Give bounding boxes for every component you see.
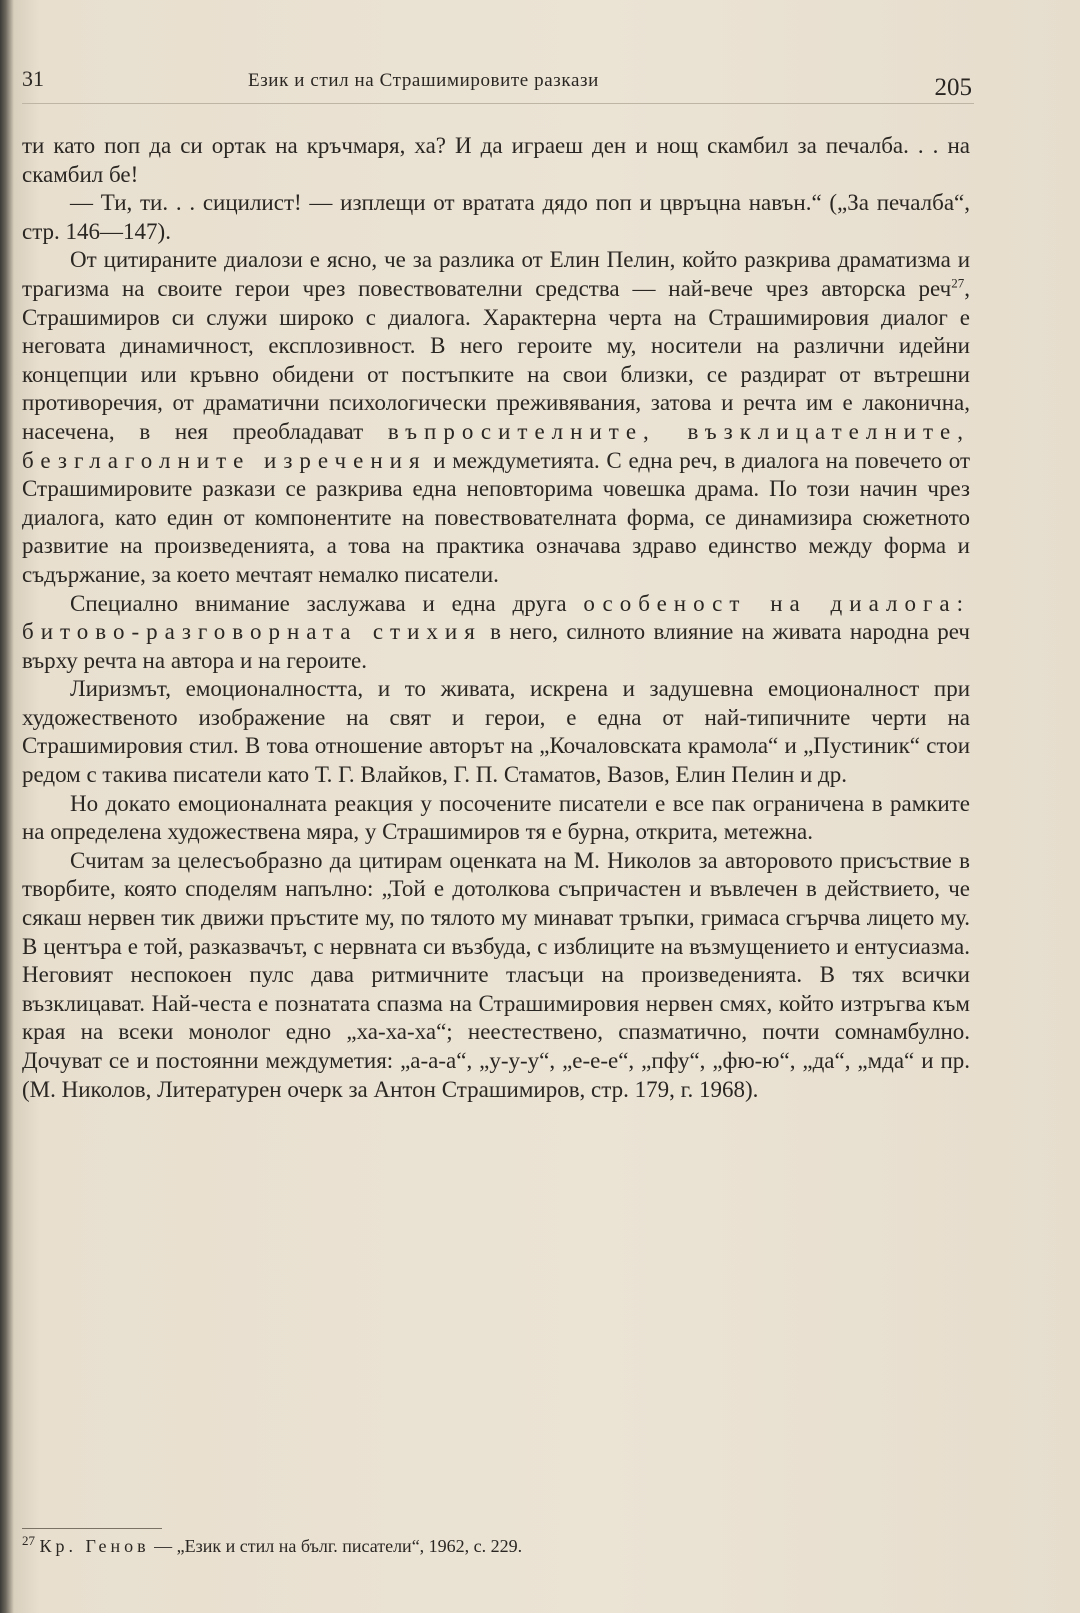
paragraph-lyricism: Лиризмът, емоционалността, и то живата, искрена и задушевна емоционалност при художественото изображение на свят и герои, е една от най-типичните черти на Страшимировия стил. В това отношение авторът на „Кочаловската крамола“ и „Пустиник“ стои редом с такива писатели като Т. Г. Влайков, Г. П. Стаматов, Вазов, Елин Пелин и др. [22,676,970,788]
footnote-number: 27 [22,1533,35,1548]
text-span: От цитираните диалози е ясно, че за разлика от Елин Пелин, който разкрива драматизма и трагизма на своите герои чрез повествователни средства — най-вече чрез авторска реч [22,247,970,301]
paragraph-dialogue-feature [22,590,970,676]
text-span: , Страшимиров си служи широко с диалога. Характерна черта на Страшимировия диалог е неговата динамичност, експлозивност. В него героите му, носители на различни идейни концепции или кръвно обидени от постъпките на свои близки, се раздират от вътрешни противоречия, от драматични психологически преживявания, затова и речта им е лаконична, насечена, в нея преобладават [22,275,970,444]
paragraph-emotional-reaction: Но докато емоционалната реакция у посочените писатели е все пак ограничена в рамките на определена художествена мяра, у Страшимиров тя е бурна, открита, метежна. [22,790,970,845]
footnote [22,1533,970,1557]
text-span: Специално внимание заслужава и една друга [70,590,584,616]
emphasized-text: въпросителните, възклицателните, безглаголните изречения [22,418,970,473]
running-title: Език и стил на Страшимировите разкази [248,70,599,91]
page-number: 205 [934,74,972,101]
text-span: и междуметията. С една реч, в диалога на повечето от Страшимировите разкази се разкрива една неповторима човешка драма. По този начин чрез диалога, като един от компонентите на повествователната форма, се динамизира сюжетното развитие на произведенията, а това на практика означава здраво единство между форма и съдържание, за което мечтаят немалко писатели. [22,447,970,587]
page-header [22,62,972,102]
footnote-text: — „Език и стил на бълг. писатели“, 1962, с. 229. [149,1536,523,1556]
footnote-rule [22,1528,162,1529]
text-span: в него, силното влияние на живата народна реч върху речта на автора и на героите. [22,619,970,673]
folio-left: 31 [22,66,44,91]
paragraph-continuation: ти като поп да си ортак на кръчмаря, ха? И да играеш ден и нощ скамбил за печалба. . . на скамбил бе! [22,133,970,187]
footnote-ref: 27 [951,275,965,291]
footnote-author: Кр. Генов [39,1536,150,1556]
emphasized-text: особеност на диалога: битово-разговорната стихия [22,590,970,645]
paragraph-dialogue-end: — Ти, ти. . . сицилист! — изплещи от вратата дядо поп и цвръцна навън.“ („За печалба“, стр. 146—147). [22,190,970,244]
paragraph-quotation: Считам за целесъобразно да цитирам оценката на М. Николов за авторовото присъствие в творбите, която споделям напълно: „Той е дотолкова съпричастен и въвлечен в действието, че сякаш нервен тик движи пръстите му, по тялото му минават тръпки, гримаса сгърчва лицето му. В центъра е той, разказвачът, с нервната си възбуда, с изблиците на възмущението и ентусиазма. Неговият неспокоен пулс дава ритмичните тласъци на произведенията. В тях всички възклицават. Най-честа е познатата спазма на Страшимировия нервен смях, който изтръгва към края на всеки монолог едно „ха-ха-ха“; неестествено, спазматично, почти сомнамбулно. Дочуват се и постоянни междуметия: „а-а-а“, „у-у-у“, „е-е-е“, „пфу“, „фю-ю“, „да“, „мда“ и пр. (М. Николов, Литературен очерк за Антон Страшимиров, стр. 179, г. 1968). [22,847,970,1102]
paragraph-dialogue-analysis [22,246,970,589]
header-rule [22,103,974,104]
body-text [22,132,970,1104]
